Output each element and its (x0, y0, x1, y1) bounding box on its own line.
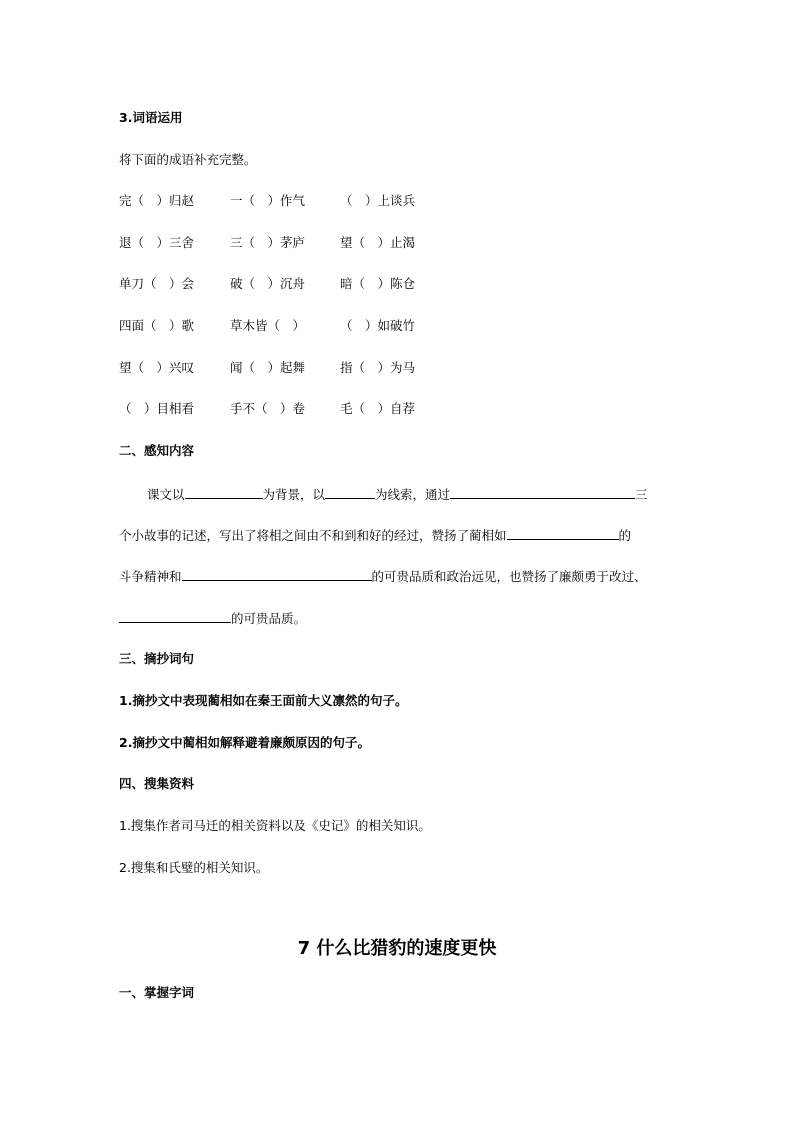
text: 课文以 (147, 487, 185, 502)
content-paragraph-line-1 (147, 486, 648, 503)
fill-blank[interactable] (182, 568, 372, 581)
fill-blank[interactable] (325, 486, 375, 499)
idiom-item: 闻（ ）起舞 (230, 360, 306, 375)
idiom-item: 单刀（ ）会 (119, 276, 195, 291)
idiom-item: 毛（ ）自荐 (340, 401, 416, 416)
idiom-item: 退（ ）三舍 (119, 235, 195, 250)
text: 的可贵品质和政治远见，也赞扬了廉颇勇于改过、 (371, 569, 647, 584)
idiom-item: 一（ ）作气 (230, 193, 306, 208)
content-paragraph-line-3 (119, 568, 647, 585)
section-copy-heading: 三、摘抄词句 (119, 651, 195, 666)
section-content-heading: 二、感知内容 (119, 443, 195, 458)
text: 的 (618, 528, 632, 543)
idiom-item: 草木皆（ ） (230, 318, 306, 333)
section3-heading: 3.词语运用 (119, 110, 183, 125)
idiom-item: 四面（ ）歌 (119, 318, 195, 333)
idiom-item: 望（ ）止渴 (340, 235, 416, 250)
text: 的可贵品质。 (231, 611, 307, 626)
lesson-heading-1: 一、掌握字词 (119, 985, 195, 1000)
text: 为线索，通过 (375, 487, 451, 502)
text: 为背景，以 (262, 487, 326, 502)
collect-item-2: 2.搜集和氏璧的相关知识。 (119, 860, 269, 875)
content-paragraph-line-4 (119, 610, 306, 627)
text: 个小故事的记述，写出了将相之间由不和到和好的经过，赞扬了蔺相如 (119, 528, 507, 543)
collect-item-1: 1.搜集作者司马迁的相关资料以及《史记》的相关知识。 (119, 818, 431, 833)
fill-blank[interactable] (119, 610, 231, 623)
fill-blank[interactable] (450, 486, 635, 499)
idiom-item: （ ）上谈兵 (340, 193, 416, 208)
idiom-item: 望（ ）兴叹 (119, 360, 195, 375)
text: 三 (635, 487, 648, 502)
text: 斗争精神和 (119, 569, 182, 584)
idiom-item: 手不（ ）卷 (230, 401, 306, 416)
idiom-item: 完（ ）归赵 (119, 193, 195, 208)
section-collect-heading: 四、搜集资料 (119, 776, 195, 791)
content-paragraph-line-2 (119, 527, 631, 544)
lesson-title: 7 什么比猎豹的速度更快 (297, 938, 497, 959)
fill-blank[interactable] (185, 486, 263, 499)
idiom-item: 暗（ ）陈仓 (340, 276, 416, 291)
copy-item-2: 2.摘抄文中蔺相如解释避着廉颇原因的句子。 (119, 735, 370, 750)
idiom-item: （ ）目相看 (119, 401, 195, 416)
fill-blank[interactable] (507, 527, 619, 540)
idiom-item: 三（ ）茅庐 (230, 235, 306, 250)
copy-item-1: 1.摘抄文中表现蔺相如在秦王面前大义凛然的句子。 (119, 693, 408, 708)
idiom-item: 破（ ）沉舟 (230, 276, 306, 291)
section3-instruction: 将下面的成语补充完整。 (119, 152, 257, 167)
idiom-item: （ ）如破竹 (340, 318, 416, 333)
idiom-item: 指（ ）为马 (340, 360, 416, 375)
